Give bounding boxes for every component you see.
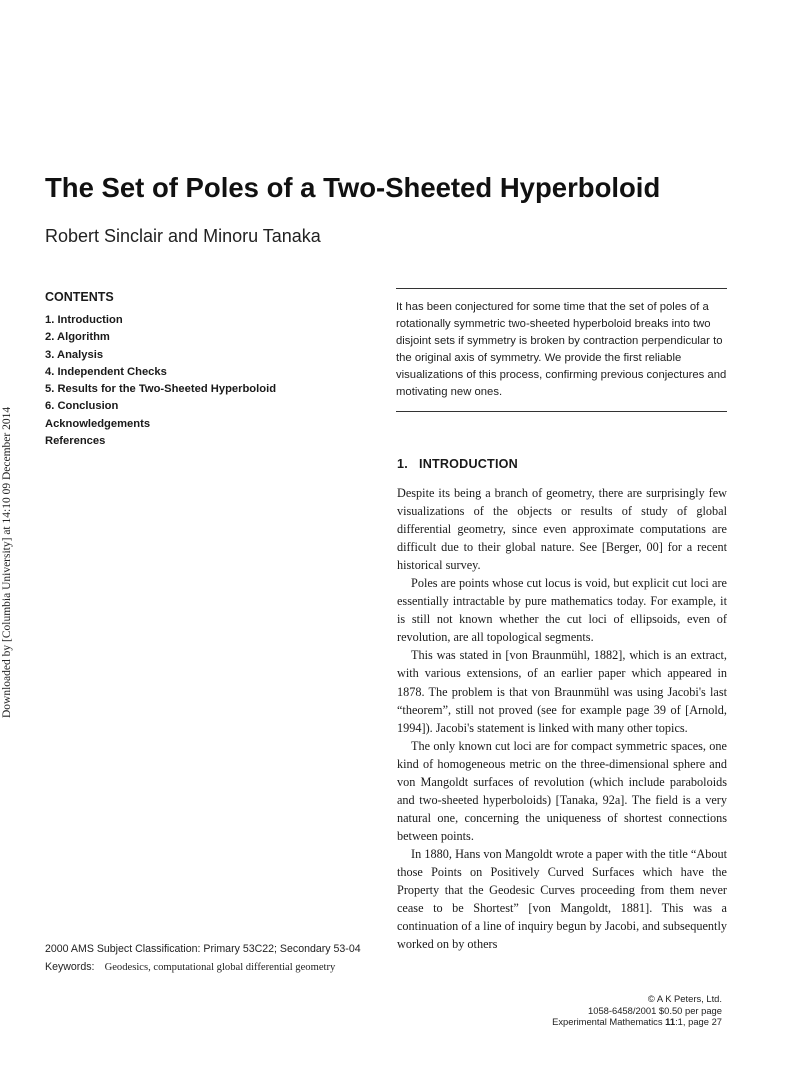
body-paragraph: The only known cut loci are for compact symmetric spaces, one kind of homogeneous metric on the three-dimensional sphere and von Mangoldt surfaces of revolution (which include paraboloids and two-sheeted hyperboloids) [Tanaka, 92a]. The field is a very natural one, concerning the uniqueness of shortest connections between points. — [397, 738, 727, 843]
ams-classification: 2000 AMS Subject Classification: Primary 53C22; Secondary 53-04 — [45, 943, 361, 955]
contents-item-introduction: 1. Introduction — [45, 314, 123, 326]
section-heading-introduction: 1. INTRODUCTION — [397, 457, 518, 471]
keywords-label: Keywords: — [45, 961, 95, 973]
copyright-line: © A K Peters, Ltd. — [647, 993, 722, 1004]
contents-item-analysis: 3. Analysis — [45, 348, 104, 361]
body-paragraph: Despite its being a branch of geometry, there are surprisingly few visualizations of the objects or results of study of global differential geometry, since even approximate computations are difficult due to their global nature. See [Berger, 00] for a recent historical survey. — [397, 486, 727, 573]
keywords-value: Geodesics, computational global differential geometry — [104, 962, 336, 973]
contents-heading: CONTENTS — [45, 290, 114, 304]
abstract-block — [396, 288, 727, 412]
download-stamp: Downloaded by [Columbia University] at 14:10 09 December 2014 — [1, 406, 13, 718]
abstract-top-rule — [396, 288, 727, 289]
journal-name: Experimental Mathematics — [552, 1016, 666, 1028]
keywords-line — [45, 961, 335, 973]
contents-item-results: 5. Results for the Two-Sheeted Hyperboloid — [45, 383, 277, 396]
contents-item-conclusion: 6. Conclusion — [45, 400, 119, 413]
abstract-bottom-rule — [396, 411, 727, 412]
publication-footer — [552, 993, 722, 1028]
contents-item-independent-checks: 4. Independent Checks — [45, 365, 167, 378]
contents-item-acknowledgements: Acknowledgements — [45, 417, 151, 430]
paper-title: The Set of Poles of a Two-Sheeted Hyperboloid — [45, 172, 661, 203]
contents-block — [45, 290, 375, 450]
body-paragraph: In 1880, Hans von Mangoldt wrote a paper with the title “About those Points on Positively Curved Surfaces which have the Property that the Geodesic Curves proceeding from them never cease to be Shortest” [von Mangoldt, 1881]. This was a continuation of a line of inquiry begun by Jacobi, and subsequently worked on by others — [397, 846, 727, 952]
contents-item-references: References — [45, 435, 106, 448]
abstract-text: It has been conjectured for some time that the set of poles of a rotationally symmetric two-sheeted hyperboloid breaks into two disjoint sets if symmetry is broken by contraction perpendicular to the original axis of symmetry. We provide the first reliable visualizations of this process, confirming previous conjectures and motivating new ones. — [396, 301, 727, 398]
body-paragraph: This was stated in [von Braunmühl, 1882], which is an extract, with various extensions, of an earlier paper which appeared in 1878. The problem is that von Braunmühl was using Jacobi's last “theorem”, still not proved (see for example page 39 of [Arnold, 1994]). Jacobi's statement is linked with many other topics. — [397, 648, 727, 735]
journal-line — [552, 1016, 722, 1028]
journal-volume: 11 — [665, 1016, 676, 1028]
journal-issue-page: :1, page 27 — [675, 1016, 722, 1028]
contents-item-algorithm: 2. Algorithm — [45, 331, 110, 344]
body-paragraph: Poles are points whose cut locus is void, but explicit cut loci are essentially intractable by pure mathematics today. For example, it is still not known whether the cut loci of ellipsoids, even of revolution, are all topological segments. — [397, 576, 727, 645]
paper-authors: Robert Sinclair and Minoru Tanaka — [45, 226, 321, 246]
introduction-body — [397, 484, 727, 953]
contents-list — [45, 312, 375, 450]
issn-line: 1058-6458/2001 $0.50 per page — [588, 1004, 722, 1016]
